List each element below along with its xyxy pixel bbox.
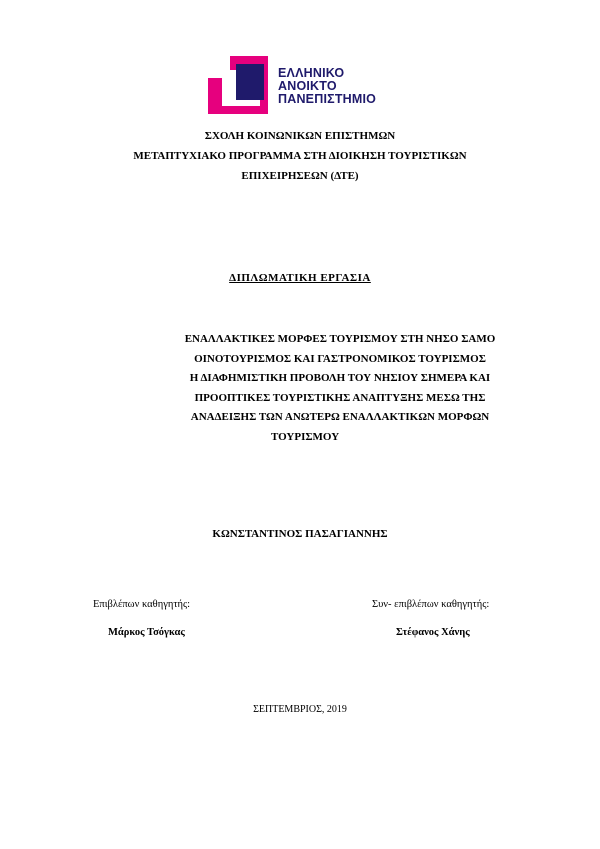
supervisor-label: Επιβλέπων καθηγητής:	[93, 599, 191, 610]
university-logo-mark-icon	[208, 56, 268, 114]
university-logo	[208, 56, 408, 114]
logo-line-2: ΑΝΟΙΚΤΟ	[278, 79, 337, 93]
logo-line-3: ΠΑΝΕΠΙΣΤΗΜΙΟ	[278, 92, 377, 106]
co-supervisor-name: Στέφανος Χάνης	[396, 627, 470, 638]
logo-wordmark	[278, 67, 376, 106]
submission-date: ΣΕΠΤΕΜΒΡΙΟΣ, 2019	[253, 704, 347, 715]
title-line-1: ΕΝΑΛΛΑΚΤΙΚΕΣ ΜΟΡΦΕΣ ΤΟΥΡΙΣΜΟΥ ΣΤΗ ΝΗΣΟ ΣΑΜΟ	[184, 333, 496, 345]
title-line-6: ΤΟΥΡΙΣΜΟΥ	[271, 430, 340, 443]
co-supervisor-label: Συν- επιβλέπων καθηγητής:	[372, 599, 490, 610]
title-line-4: ΠΡΟΟΠΤΙΚΕΣ ΤΟΥΡΙΣΤΙΚΗΣ ΑΝΑΠΤΥΞΗΣ ΜΕΣΩ ΤΗΣ	[194, 391, 486, 404]
school-line-3: ΕΠΙΧΕΙΡΗΣΕΩΝ (ΔΤΕ)	[241, 170, 359, 182]
title-line-2: ΟΙΝΟΤΟΥΡΙΣΜΟΣ ΚΑΙ ΓΑΣΤΡΟΝΟΜΙΚΟΣ ΤΟΥΡΙΣΜΟΣ	[194, 352, 486, 365]
school-heading	[0, 126, 600, 186]
title-line-3: Η ΔΙΑΦΗΜΙΣΤΙΚΗ ΠΡΟΒΟΛΗ ΤΟΥ ΝΗΣΙΟΥ ΣΗΜΕΡΑ ΚΑΙ	[189, 372, 491, 384]
logo-line-1: ΕΛΛΗΝΙΚΟ	[278, 66, 345, 80]
school-line-2: ΜΕΤΑΠΤΥΧΙΑΚΟ ΠΡΟΓΡΑΜΜΑ ΣΤΗ ΔΙΟΙΚΗΣΗ ΤΟΥΡΙΣΤΙΚΩΝ	[133, 150, 467, 162]
supervisor-name: Μάρκος Τσόγκας	[108, 627, 185, 638]
title-line-5: ΑΝΑΔΕΙΞΗΣ ΤΩΝ ΑΝΩΤΕΡΩ ΕΝΑΛΛΑΚΤΙΚΩΝ ΜΟΡΦΩΝ	[190, 411, 490, 423]
school-line-1: ΣΧΟΛΗ ΚΟΙΝΩΝΙΚΩΝ ΕΠΙΣΤΗΜΩΝ	[204, 130, 396, 142]
thesis-label: ΔΙΠΛΩΜΑΤΙΚΗ ΕΡΓΑΣΙΑ	[229, 272, 371, 284]
author-name: ΚΩΝΣΤΑΝΤΙΝΟΣ ΠΑΣΑΓΙΑΝΝΗΣ	[212, 528, 388, 540]
thesis-title	[145, 330, 535, 447]
